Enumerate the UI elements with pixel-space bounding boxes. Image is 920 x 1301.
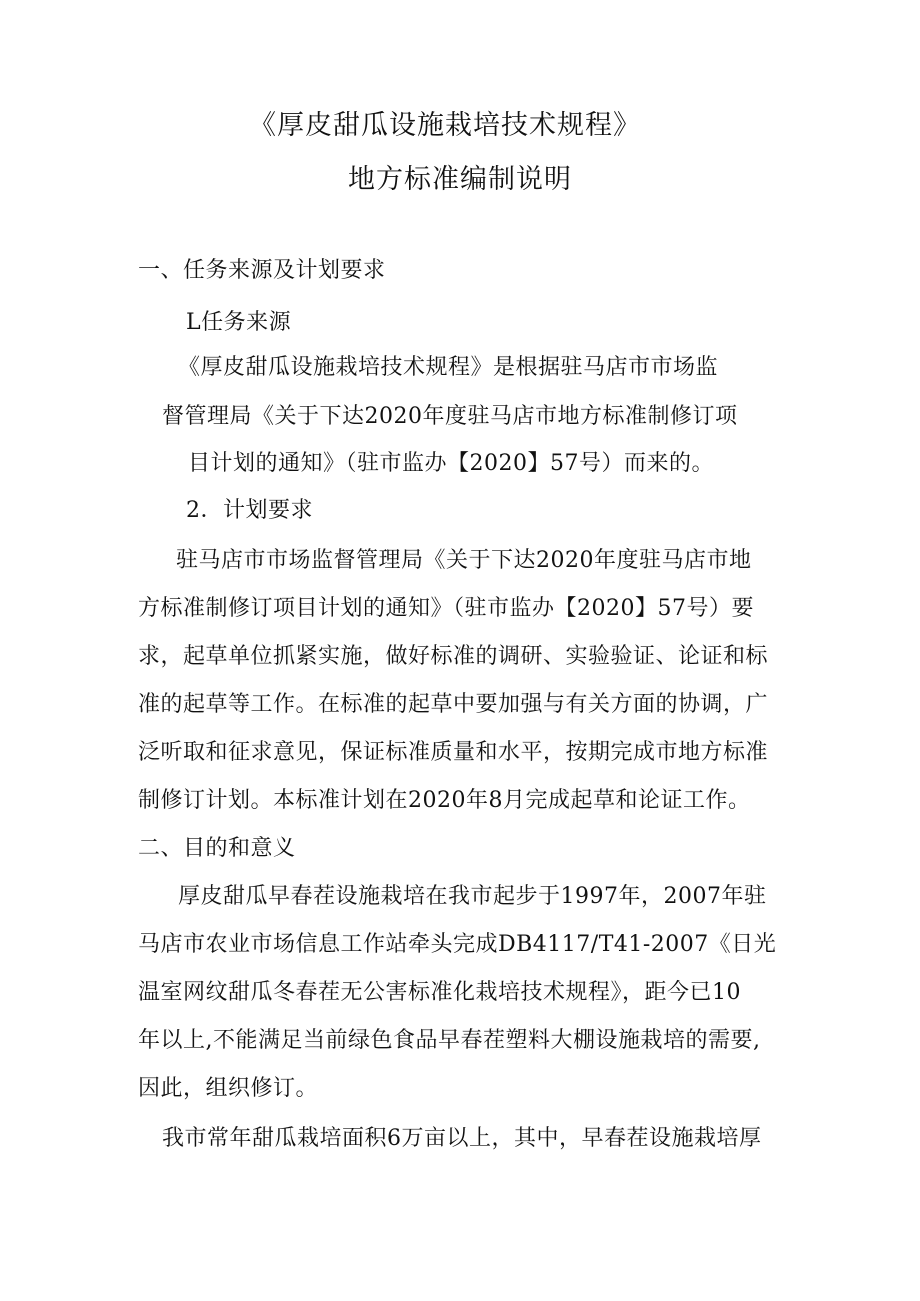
section-2-paragraph-line: 因此，组织修订。 xyxy=(138,1076,319,1101)
subsection-2-paragraph-line: 方标准制修订项目计划的通知》（驻市监办【2020】57号）要 xyxy=(138,596,754,621)
document-title-line-1: 《厚皮甜瓜设施栽培技术规程》 xyxy=(249,110,641,141)
subsection-2-paragraph-line: 制修订计划。本标准计划在2020年8月完成起草和论证工作。 xyxy=(138,788,751,813)
subsection-2-paragraph-line: 求，起草单位抓紧实施，做好标准的调研、实验验证、论证和标 xyxy=(138,644,769,669)
document-title-line-2: 地方标准编制说明 xyxy=(348,164,572,195)
subsection-1-paragraph-line: 督管理局《关于下达2020年度驻马店市地方标准制修订项 xyxy=(162,404,738,429)
section-2-paragraph-line: 厚皮甜瓜早春茬设施栽培在我市起步于1997年，2007年驻 xyxy=(178,884,767,909)
subsection-2-paragraph-line: 准的起草等工作。在标准的起草中要加强与有关方面的协调，广 xyxy=(138,692,769,717)
subsection-1-heading: L任务来源 xyxy=(186,310,292,335)
section-2-paragraph-line: 年以上,不能满足当前绿色食品早春茬塑料大棚设施栽培的需要, xyxy=(138,1028,761,1053)
section-2-paragraph-line: 温室网纹甜瓜冬春茬无公害标准化栽培技术规程》，距今已10 xyxy=(138,980,741,1005)
section-2-paragraph-line: 马店市农业市场信息工作站牵头完成DB4117/T41-2007《日光 xyxy=(138,932,777,957)
section-1-heading: 一、任务来源及计划要求 xyxy=(138,258,386,283)
subsection-2-heading: 2．计划要求 xyxy=(186,498,313,523)
section-2-heading: 二、目的和意义 xyxy=(138,836,296,861)
subsection-1-paragraph-line: 《厚皮甜瓜设施栽培技术规程》是根据驻马店市市场监 xyxy=(178,355,719,380)
subsection-2-paragraph-line: 驻马店市市场监督管理局《关于下达2020年度驻马店市地 xyxy=(176,548,752,573)
section-2-paragraph-line: 我市常年甜瓜栽培面积6万亩以上，其中，早春茬设施栽培厚 xyxy=(162,1126,762,1151)
subsection-1-paragraph-line: 目计划的通知》（驻市监办【2020】57号）而来的。 xyxy=(188,451,714,476)
subsection-2-paragraph-line: 泛听取和征求意见，保证标准质量和水平，按期完成市地方标准 xyxy=(138,740,769,765)
